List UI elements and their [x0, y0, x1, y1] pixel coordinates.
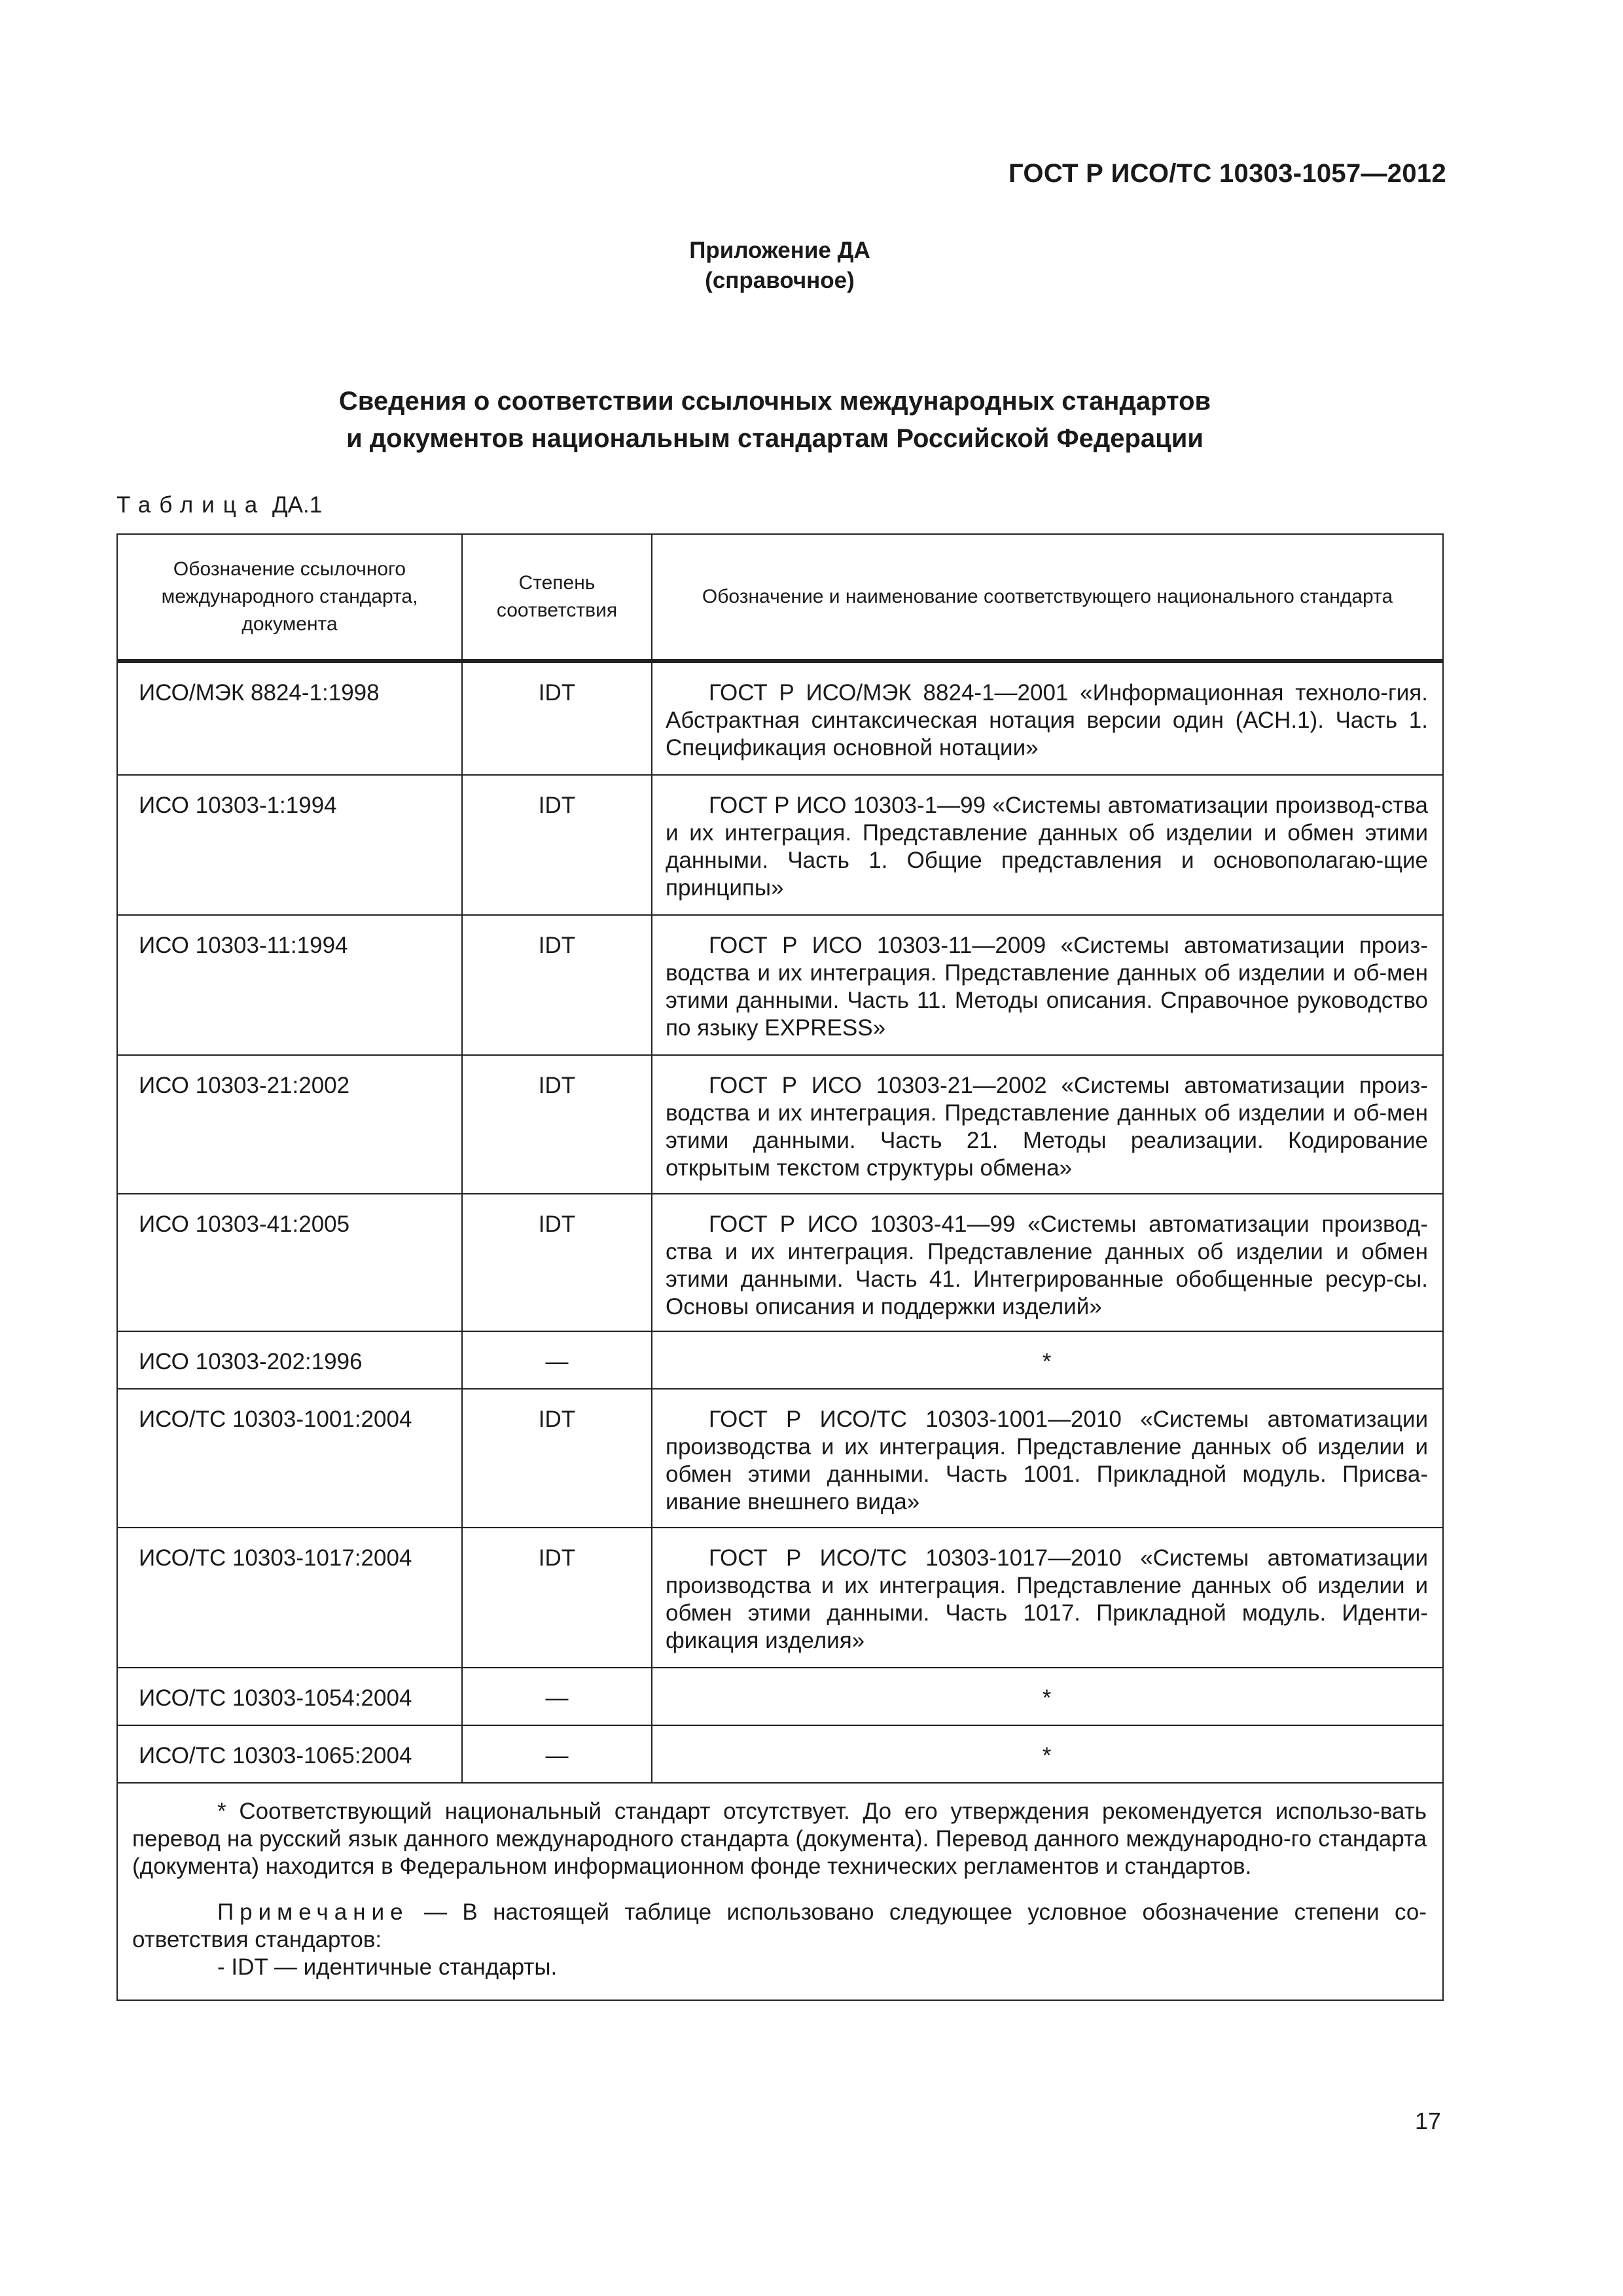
table-row	[117, 1055, 1443, 1194]
note-label: Примечание	[217, 1899, 409, 1925]
cell-degree: —	[462, 1725, 652, 1783]
appendix-type: (справочное)	[705, 268, 855, 293]
header-national-standard: Обозначение и наименование соответствующего национального стандарта	[652, 534, 1443, 661]
appendix-heading	[0, 236, 1560, 296]
cell-degree: IDT	[462, 1055, 652, 1194]
national-text: ГОСТ Р ИСО 10303-21—2002 «Системы автоматизации произ-водства и их интеграция. Представление данных об изделии и об-мен этими данными. Часть 21. Методы реализации. Кодирование открытым текстом структуры обмена»	[666, 1073, 1428, 1181]
cell-degree: —	[462, 1668, 652, 1725]
cell-national	[652, 1389, 1443, 1528]
table-row	[117, 1389, 1443, 1528]
page-title-line-2: и документов национальным стандартам Российской Федерации	[346, 424, 1204, 453]
cell-national: *	[652, 1331, 1443, 1389]
cell-national	[652, 1194, 1443, 1331]
cell-ref: ИСО/ТС 10303-1054:2004	[117, 1668, 462, 1725]
cell-ref: ИСО 10303-202:1996	[117, 1331, 462, 1389]
table-row	[117, 775, 1443, 915]
table-row	[117, 1528, 1443, 1668]
note-text: — В настоящей таблице использовано следующее условное обозначение степени со-ответствия стандартов:	[132, 1899, 1427, 1952]
note	[132, 1899, 1427, 1954]
cell-national	[652, 661, 1443, 775]
cell-ref: ИСО 10303-11:1994	[117, 915, 462, 1055]
table-row	[117, 1725, 1443, 1783]
cell-national: *	[652, 1668, 1443, 1725]
table-label-prefix: Таблица	[116, 492, 266, 518]
standards-table	[116, 533, 1444, 2001]
national-text: ГОСТ Р ИСО/ТС 10303-1001—2010 «Системы автоматизации производства и их интеграция. Представление данных об изделии и обмен этими данными. Часть 1001. Прикладной модуль. Присва-ивание внешнего вида»	[666, 1407, 1428, 1515]
cell-national	[652, 775, 1443, 915]
national-text: ГОСТ Р ИСО/ТС 10303-1017—2010 «Системы автоматизации производства и их интеграция. Представление данных об изделии и обмен этими данными. Часть 1017. Прикладной модуль. Иденти-фикация изделия»	[666, 1545, 1428, 1653]
table-row	[117, 661, 1443, 775]
table-label-number: ДА.1	[272, 492, 323, 518]
cell-degree: IDT	[462, 661, 652, 775]
page-title	[0, 383, 1550, 457]
cell-ref: ИСО 10303-41:2005	[117, 1194, 462, 1331]
cell-ref: ИСО 10303-21:2002	[117, 1055, 462, 1194]
national-text: ГОСТ Р ИСО 10303-11—2009 «Системы автоматизации произ-водства и их интеграция. Представление данных об изделии и об-мен этими данными. Часть 11. Методы описания. Справочное руководство по языку EXPRESS»	[666, 933, 1428, 1041]
cell-ref: ИСО/ТС 10303-1065:2004	[117, 1725, 462, 1783]
cell-ref: ИСО 10303-1:1994	[117, 775, 462, 915]
document-code: ГОСТ Р ИСО/ТС 10303-1057—2012	[1008, 159, 1446, 188]
cell-degree: IDT	[462, 1528, 652, 1668]
note-item: - IDT — идентичные стандарты.	[217, 1954, 558, 1980]
header-international-standard: Обозначение ссылочного международного стандарта, документа	[117, 534, 462, 661]
table-notes-row	[117, 1783, 1443, 2000]
table-header-row	[117, 534, 1443, 661]
national-text: ГОСТ Р ИСО 10303-41—99 «Системы автоматизации производ-ства и их интеграция. Представление данных об изделии и обмен этими данными. Часть 41. Интегрированные обобщенные ресур-сы. Основы описания и поддержки изделий»	[666, 1211, 1428, 1319]
page-number: 17	[1414, 2108, 1441, 2134]
cell-degree: IDT	[462, 915, 652, 1055]
national-text: ГОСТ Р ИСО/МЭК 8824-1—2001 «Информационная техноло-гия. Абстрактная синтаксическая нотация версии один (АСН.1). Часть 1. Спецификация основной нотации»	[666, 680, 1428, 761]
cell-degree: IDT	[462, 1194, 652, 1331]
cell-ref: ИСО/ТС 10303-1017:2004	[117, 1528, 462, 1668]
cell-degree: IDT	[462, 1389, 652, 1528]
cell-national	[652, 1055, 1443, 1194]
footnote: * Соответствующий национальный стандарт отсутствует. До его утверждения рекомендуется использо-вать перевод на русский язык данного международного стандарта (документа). Перевод данного международно-го стандарта (документа) находится в Федеральном информационном фонде технических регламентов и стандартов.	[132, 1799, 1427, 1879]
header-degree: Степень соответствия	[462, 534, 652, 661]
appendix-title: Приложение ДА	[689, 238, 870, 263]
table-row	[117, 1331, 1443, 1389]
cell-degree: —	[462, 1331, 652, 1389]
cell-degree: IDT	[462, 775, 652, 915]
cell-ref: ИСО/ТС 10303-1001:2004	[117, 1389, 462, 1528]
cell-national	[652, 915, 1443, 1055]
table-notes	[117, 1783, 1443, 2000]
cell-national	[652, 1528, 1443, 1668]
table-label	[116, 492, 322, 518]
table-row	[117, 1194, 1443, 1331]
national-text: ГОСТ Р ИСО 10303-1—99 «Системы автоматизации производ-ства и их интеграция. Представление данных об изделии и обмен этими данными. Часть 1. Общие представления и основополагаю-щие принципы»	[666, 793, 1428, 901]
table-row	[117, 915, 1443, 1055]
table-row	[117, 1668, 1443, 1725]
page-title-line-1: Сведения о соответствии ссылочных международных стандартов	[338, 387, 1211, 416]
cell-ref: ИСО/МЭК 8824-1:1998	[117, 661, 462, 775]
cell-national: *	[652, 1725, 1443, 1783]
